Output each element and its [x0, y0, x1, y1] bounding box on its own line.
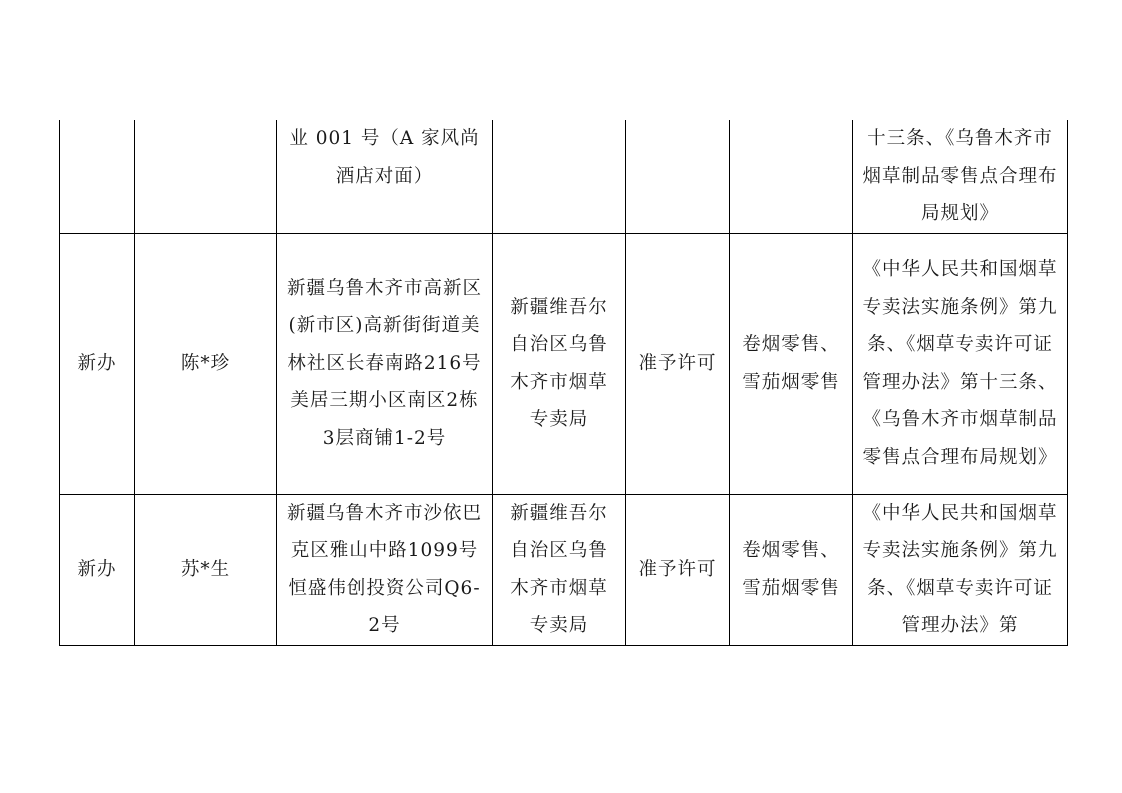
legal-basis-cell: 《中华人民共和国烟草专卖法实施条例》第九条、《烟草专卖许可证管理办法》第十三条、《乌鲁木齐市烟草制品零售点合理布局规划》 [853, 233, 1068, 494]
license-type-cell [60, 120, 135, 233]
permit-table [59, 120, 1068, 646]
address-cell: 新疆乌鲁木齐市沙依巴克区雅山中路1099号恒盛伟创投资公司Q6-2号 [277, 494, 493, 645]
authority-cell: 新疆维吾尔自治区乌鲁木齐市烟草专卖局 [493, 233, 626, 494]
address-cell: 业 001 号（A 家风尚酒店对面） [277, 120, 493, 233]
applicant-name-cell: 陈*珍 [135, 233, 277, 494]
legal-basis-cell: 《中华人民共和国烟草专卖法实施条例》第九条、《烟草专卖许可证管理办法》第 [853, 494, 1068, 645]
business-scope-cell: 卷烟零售、雪茄烟零售 [730, 233, 853, 494]
business-scope-cell: 卷烟零售、雪茄烟零售 [730, 494, 853, 645]
decision-cell: 准予许可 [626, 494, 730, 645]
table-row [60, 494, 1068, 645]
authority-cell: 新疆维吾尔自治区乌鲁木齐市烟草专卖局 [493, 494, 626, 645]
license-type-cell: 新办 [60, 494, 135, 645]
business-scope-cell [730, 120, 853, 233]
decision-cell: 准予许可 [626, 233, 730, 494]
applicant-name-cell [135, 120, 277, 233]
applicant-name-cell: 苏*生 [135, 494, 277, 645]
decision-cell [626, 120, 730, 233]
legal-basis-cell: 十三条、《乌鲁木齐市烟草制品零售点合理布局规划》 [853, 120, 1068, 233]
license-type-cell: 新办 [60, 233, 135, 494]
authority-cell [493, 120, 626, 233]
address-cell: 新疆乌鲁木齐市高新区(新市区)高新街街道美林社区长春南路216号美居三期小区南区2栋3层商铺1-2号 [277, 233, 493, 494]
table-row [60, 233, 1068, 494]
table-row [60, 120, 1068, 233]
